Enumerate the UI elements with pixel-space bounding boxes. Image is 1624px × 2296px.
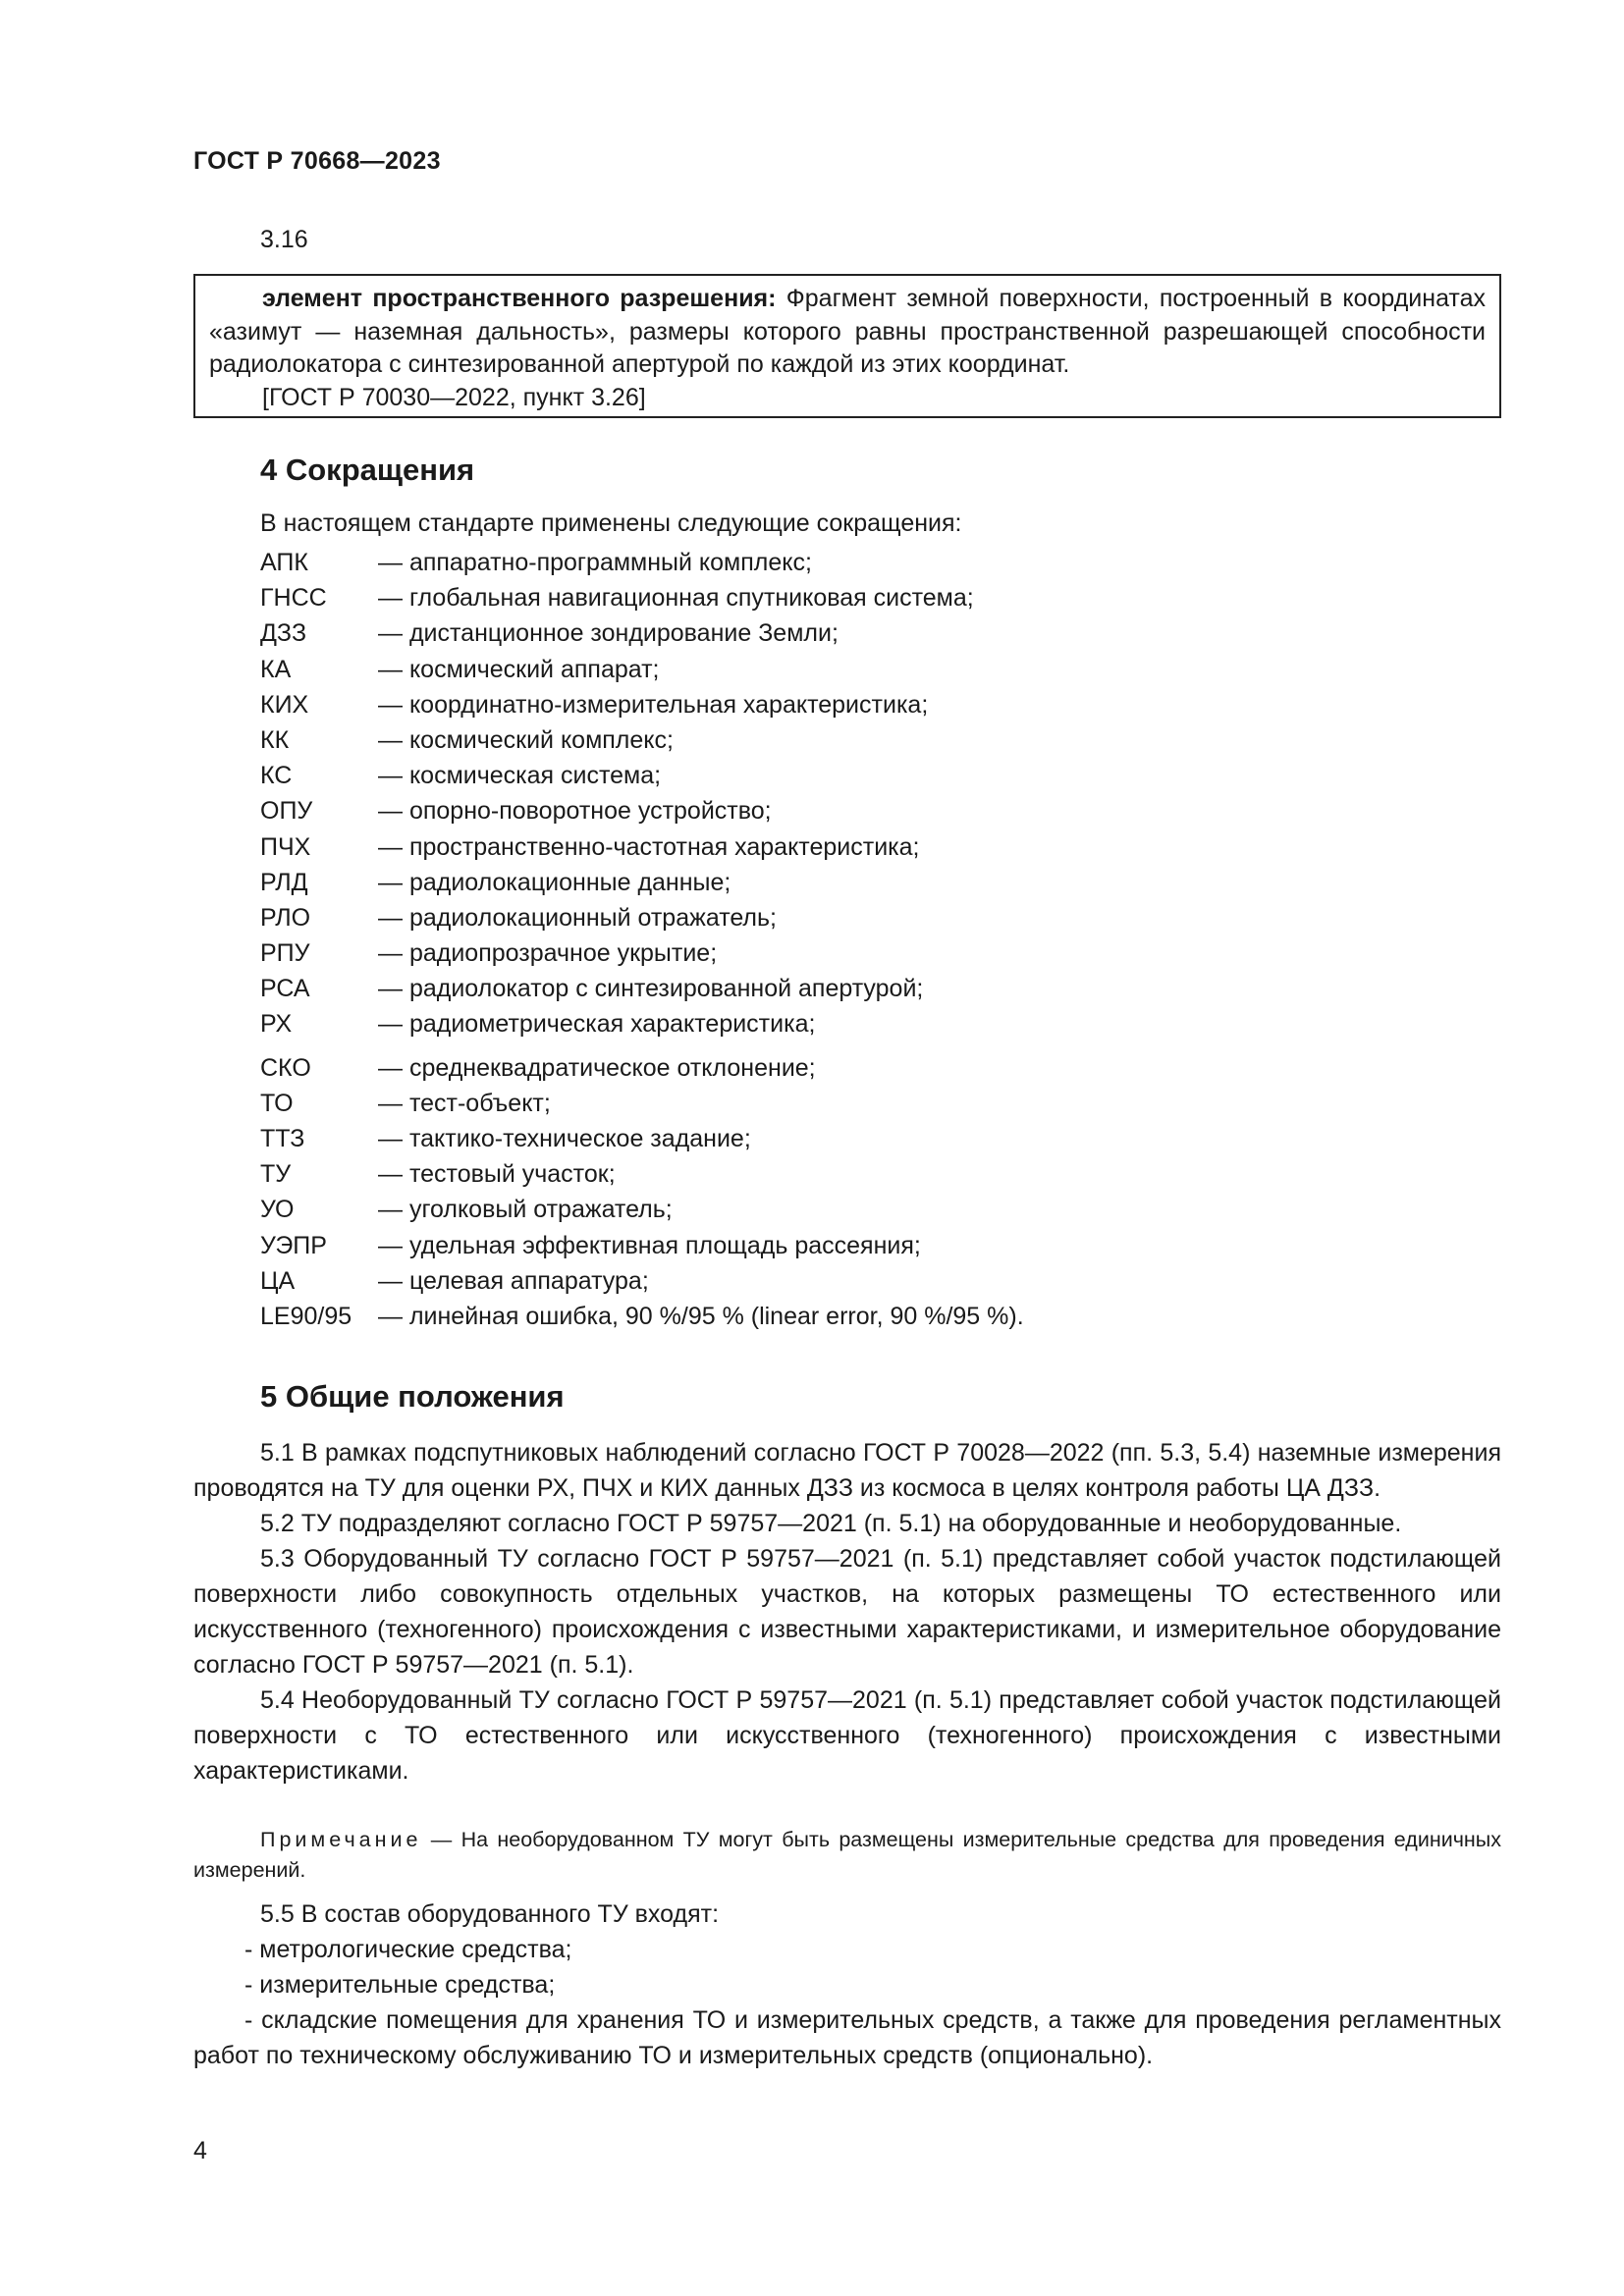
section-5-heading: 5 Общие положения bbox=[260, 1379, 565, 1414]
abbreviation-code: АПК bbox=[260, 549, 308, 576]
abbreviation-row bbox=[260, 793, 1144, 828]
abbreviation-row bbox=[260, 652, 1144, 687]
abbreviation-code: КС bbox=[260, 762, 293, 790]
abbreviation-row bbox=[260, 865, 1144, 900]
abbreviation-code: РПУ bbox=[260, 939, 310, 968]
abbreviation-description: — среднеквадратическое отклонение; bbox=[378, 1053, 816, 1082]
abbreviation-description: — аппаратно-программный комплекс; bbox=[378, 549, 812, 576]
abbreviation-code: ГНСС bbox=[260, 584, 327, 613]
abbreviation-description: — тест-объект; bbox=[378, 1089, 551, 1117]
abbreviation-description: — опорно-поворотное устройство; bbox=[378, 797, 772, 826]
abbreviation-code: ПЧХ bbox=[260, 832, 311, 861]
abbreviation-code: КИХ bbox=[260, 690, 309, 719]
abbreviation-row bbox=[260, 758, 1144, 793]
paragraph-5-5: 5.5 В состав оборудованного ТУ входят: bbox=[260, 1900, 720, 1928]
abbreviation-description: — глобальная навигационная спутниковая система; bbox=[378, 584, 974, 613]
paragraph-5-1: 5.1 В рамках подспутниковых наблюдений согласно ГОСТ Р 70028—2022 (пп. 5.3, 5.4) наземные измерения проводятся на ТУ для оценки РХ, ПЧХ и КИХ данных ДЗЗ из космоса в целях контроля работы ЦА ДЗЗ. bbox=[193, 1439, 1501, 1502]
abbreviation-description: — удельная эффективная площадь рассеяния; bbox=[378, 1231, 921, 1259]
abbreviation-description: — космическая система; bbox=[378, 762, 662, 790]
abbreviation-description: — радиолокационный отражатель; bbox=[378, 903, 777, 932]
abbreviation-code: LE90/95 bbox=[260, 1302, 352, 1330]
abbreviation-code: ТТЗ bbox=[260, 1125, 305, 1152]
abbreviation-description: — целевая аппаратура; bbox=[378, 1266, 649, 1295]
abbreviation-row bbox=[260, 1050, 1144, 1086]
abbreviation-row bbox=[260, 1121, 1144, 1156]
abbreviation-description: — радиолокатор с синтезированной апертурой; bbox=[378, 975, 924, 1003]
abbreviation-description: — координатно-измерительная характеристика; bbox=[378, 690, 929, 719]
paragraph-5-2: 5.2 ТУ подразделяют согласно ГОСТ Р 59757—2021 (п. 5.1) на оборудованные и необорудованные. bbox=[260, 1510, 1402, 1537]
term-number: 3.16 bbox=[260, 226, 308, 253]
abbreviation-code: РЛО bbox=[260, 903, 311, 932]
abbreviation-row bbox=[260, 1086, 1144, 1121]
abbreviation-row bbox=[260, 1006, 1144, 1041]
document-code-header: ГОСТ Р 70668—2023 bbox=[193, 147, 441, 175]
abbreviation-row bbox=[260, 971, 1144, 1006]
abbreviation-description: — тестовый участок; bbox=[378, 1160, 616, 1189]
paragraph-5-3: 5.3 Оборудованный ТУ согласно ГОСТ Р 59757—2021 (п. 5.1) представляет собой участок подстилающей поверхности либо совокупность отдельных участков, на которых размещены ТО естественного или искусственного (техногенного) происхождения с известными характеристиками, и измерительное оборудование согласно ГОСТ Р 59757—2021 (п. 5.1). bbox=[193, 1545, 1501, 1679]
abbreviations-intro: В настоящем стандарте применены следующие сокращения: bbox=[260, 509, 962, 537]
list-item: - складские помещения для хранения ТО и измерительных средств, а также для проведения регламентных работ по техническому обслуживанию ТО и измерительных средств (опционально). bbox=[193, 2006, 1501, 2069]
abbreviation-row bbox=[260, 1192, 1144, 1227]
abbreviation-description: — космический аппарат; bbox=[378, 655, 660, 683]
list-item: - метрологические средства; bbox=[244, 1936, 572, 1963]
abbreviation-description: — пространственно-частотная характеристика; bbox=[378, 832, 920, 861]
abbreviation-row bbox=[260, 1156, 1144, 1192]
abbreviation-code: РСА bbox=[260, 975, 310, 1003]
abbreviation-row bbox=[260, 580, 1144, 615]
section-5-5 bbox=[193, 1896, 1501, 2073]
abbreviation-code: РЛД bbox=[260, 868, 308, 896]
abbreviation-row bbox=[260, 935, 1144, 971]
abbreviation-description: — уголковый отражатель; bbox=[378, 1196, 673, 1224]
abbreviation-row bbox=[260, 1299, 1144, 1334]
paragraph-5-4: 5.4 Необорудованный ТУ согласно ГОСТ Р 59757—2021 (п. 5.1) представляет собой участок подстилающей поверхности с ТО естественного или искусственного (техногенного) происхождения с известными характеристиками. bbox=[193, 1686, 1501, 1785]
term-definition-box bbox=[193, 274, 1501, 418]
abbreviation-row bbox=[260, 829, 1144, 865]
abbreviation-row bbox=[260, 722, 1144, 758]
abbreviation-code: ОПУ bbox=[260, 797, 313, 826]
term-name: элемент пространственного разрешения: bbox=[262, 285, 777, 312]
abbreviation-code: ТО bbox=[260, 1089, 294, 1117]
note bbox=[193, 1825, 1501, 1886]
term-definition-text: Фрагмент земной поверхности, построенный в координатах «азимут — наземная дальность», размеры которого равны пространственной разрешающей способности радиолокатора с синтезированной апертурой по каждой из этих координат. bbox=[209, 285, 1486, 378]
note-text: — На необорудованном ТУ могут быть размещены измерительные средства для проведения единичных измерений. bbox=[193, 1828, 1501, 1882]
section-4-heading: 4 Сокращения bbox=[260, 453, 475, 487]
abbreviation-row bbox=[260, 687, 1144, 722]
abbreviation-code: ДЗЗ bbox=[260, 619, 307, 648]
abbreviation-description: — радиопрозрачное укрытие; bbox=[378, 939, 718, 968]
abbreviation-row bbox=[260, 615, 1144, 651]
abbreviation-code: ТУ bbox=[260, 1160, 292, 1189]
abbreviation-code: КК bbox=[260, 725, 290, 754]
note-label: Примечание bbox=[260, 1828, 422, 1851]
abbreviation-row bbox=[260, 545, 1144, 580]
abbreviation-description: — радиолокационные данные; bbox=[378, 868, 731, 896]
abbreviation-description: — тактико-техническое задание; bbox=[378, 1125, 751, 1152]
term-source: [ГОСТ Р 70030—2022, пункт 3.26] bbox=[262, 383, 646, 411]
term-definition bbox=[209, 283, 1486, 382]
page-number: 4 bbox=[193, 2137, 207, 2164]
list-item: - измерительные средства; bbox=[244, 1971, 556, 1999]
abbreviation-code: РХ bbox=[260, 1010, 293, 1039]
abbreviation-row bbox=[260, 900, 1144, 935]
abbreviation-row bbox=[260, 1228, 1144, 1263]
abbreviation-code: УО bbox=[260, 1196, 295, 1224]
abbreviation-description: — радиометрическая характеристика; bbox=[378, 1010, 816, 1039]
abbreviation-code: УЭПР bbox=[260, 1231, 327, 1259]
abbreviation-description: — дистанционное зондирование Земли; bbox=[378, 619, 839, 648]
abbreviation-description: — космический комплекс; bbox=[378, 725, 674, 754]
abbreviation-code: КА bbox=[260, 655, 292, 683]
abbreviation-code: СКО bbox=[260, 1053, 311, 1082]
section-5-body bbox=[193, 1435, 1501, 1789]
abbreviation-description: — линейная ошибка, 90 %/95 % (linear error, 90 %/95 %). bbox=[378, 1302, 1024, 1330]
abbreviation-row bbox=[260, 1263, 1144, 1299]
abbreviations-list bbox=[260, 545, 1144, 1334]
abbreviation-code: ЦА bbox=[260, 1266, 296, 1295]
